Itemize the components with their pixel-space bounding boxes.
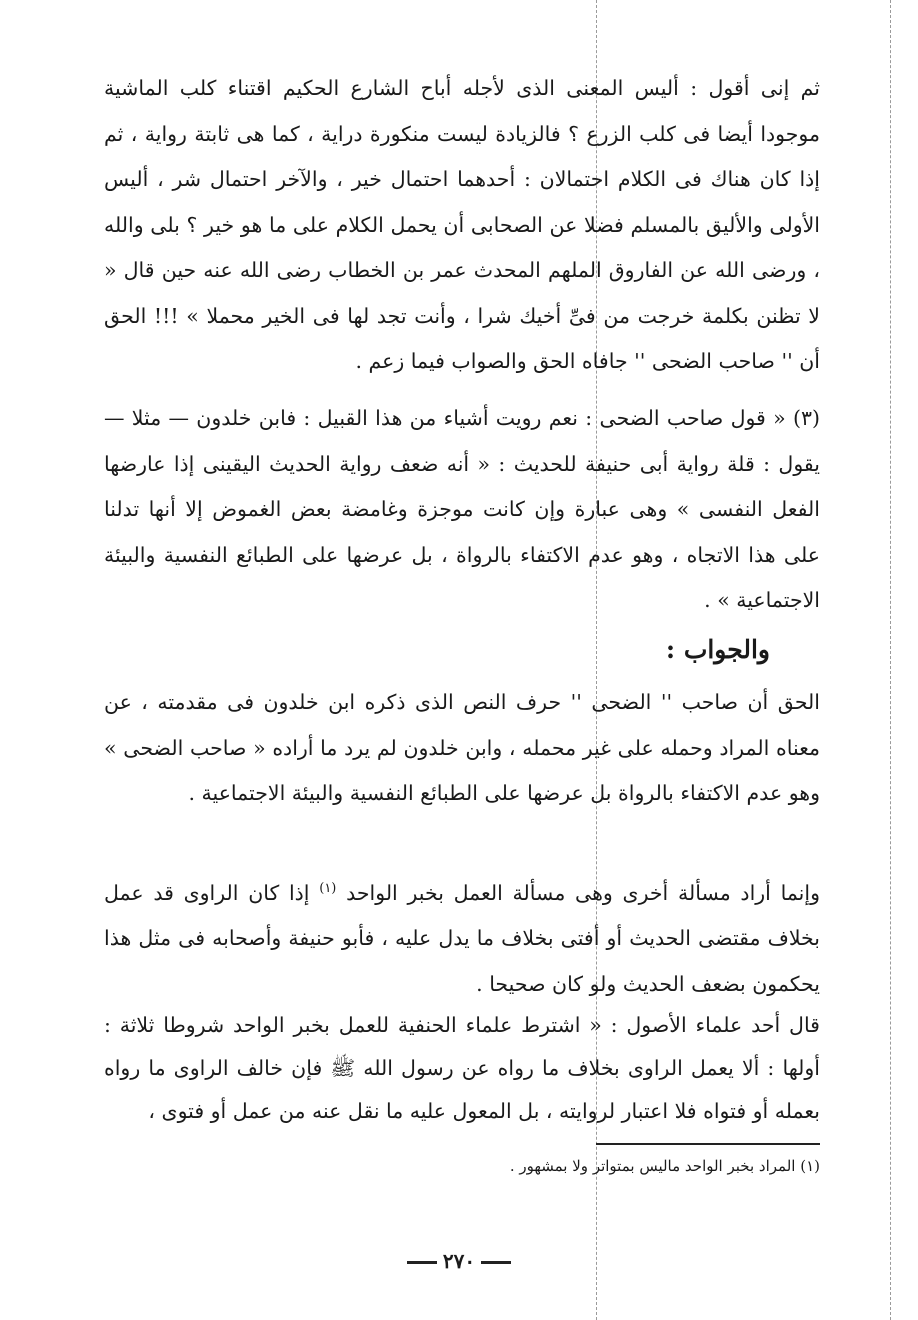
paragraph-1: ثم إنى أقول : أليس المعنى الذى لأجله أباح الشارع الحكيم اقتناء كلب الماشية موجودا أيضا فى كلب الزرع ؟ فالزيادة ليست منكورة دراية ، كما هى ثابتة رواية ، ثم إذا كان هناك فى الكلام احتمالان : أحدهما احتمال خير ، والآخر احتمال شر ، أليس الأولى والأليق بالمسلم فضلا عن الصحابى أن يحمل الكلام على ما هو خير ؟ بلى والله ، ورضى الله عن الفاروق الملهم المحدث عمر بن الخطاب رضى الله عنه حين قال « لا تظنن بكلمة خرجت من فىِّ أخيك شرا ، وأنت تجد لها فى الخير محملا » !!! الحق أن '' صاحب الضحى '' جافاه الحق والصواب فيما زعم . xyxy=(104,76,820,373)
scan-fold-line-edge xyxy=(890,0,891,1320)
paragraph-3: الحق أن صاحب '' الضحى '' حرف النص الذى ذكره ابن خلدون فى مقدمته ، عن معناه المراد وحمله على غير محمله ، وابن خلدون لم يرد ما أراده « صاحب الضحى » وهو عدم الاكتفاء بالرواة بل عرضها على الطبائع النفسية والبيئة الاجتماعية . xyxy=(104,690,820,805)
page-number-dash-left xyxy=(407,1261,437,1264)
footnote: (١) المراد بخبر الواحد ماليس بمتواتر ولا بمشهور . xyxy=(509,1157,820,1175)
paragraph-4-part-1: وإنما أراد مسألة أخرى وهى مسألة العمل بخبر الواحد xyxy=(346,880,820,905)
paragraph-2: (٣) « قول صاحب الضحى : نعم رويت أشياء من هذا القبيل : فابن خلدون — مثلا — يقول : قلة رواية أبى حنيفة للحديث : « أنه ضعف رواية الحديث اليقينى إذا عارضها الفعل النفسى » وهى عبارة وإن كانت موجزة وغامضة بعض الغموض إلا أنها تدلنا على هذا الاتجاه ، وهو عدم الاكتفاء بالرواة ، بل عرضها على الطبائع النفسية والبيئة الاجتماعية » . xyxy=(104,406,820,612)
page-number: ٢٧٠ xyxy=(442,1249,476,1273)
page-number-block xyxy=(0,1246,918,1276)
footnote-separator xyxy=(596,1143,820,1145)
footnote-reference: (١) xyxy=(319,881,337,896)
paragraph-5: قال أحد علماء الأصول : « اشترط علماء الحنفية للعمل بخبر الواحد شروطا ثلاثة : أولها : ألا يعمل الراوى بخلاف ما رواه عن رسول الله ﷺ فإن خالف الراوى ما رواه بعمله أو فتواه فلا اعتبار لروايته ، بل المعول عليه ما نقل عنه من عمل أو فتوى ، xyxy=(104,1013,820,1123)
paragraph-4 xyxy=(104,866,820,1007)
page-number-dash-right xyxy=(481,1261,511,1264)
paragraph-4-part-2: إذا كان الراوى قد عمل بخلاف مقتضى الحديث أو أفتى بخلاف ما يدل عليه ، فأبو حنيفة وأصحابه فى مثل هذا يحكمون بضعف الحديث ولو كان صحيحا . xyxy=(104,880,820,996)
section-heading: والجواب : xyxy=(665,635,770,664)
